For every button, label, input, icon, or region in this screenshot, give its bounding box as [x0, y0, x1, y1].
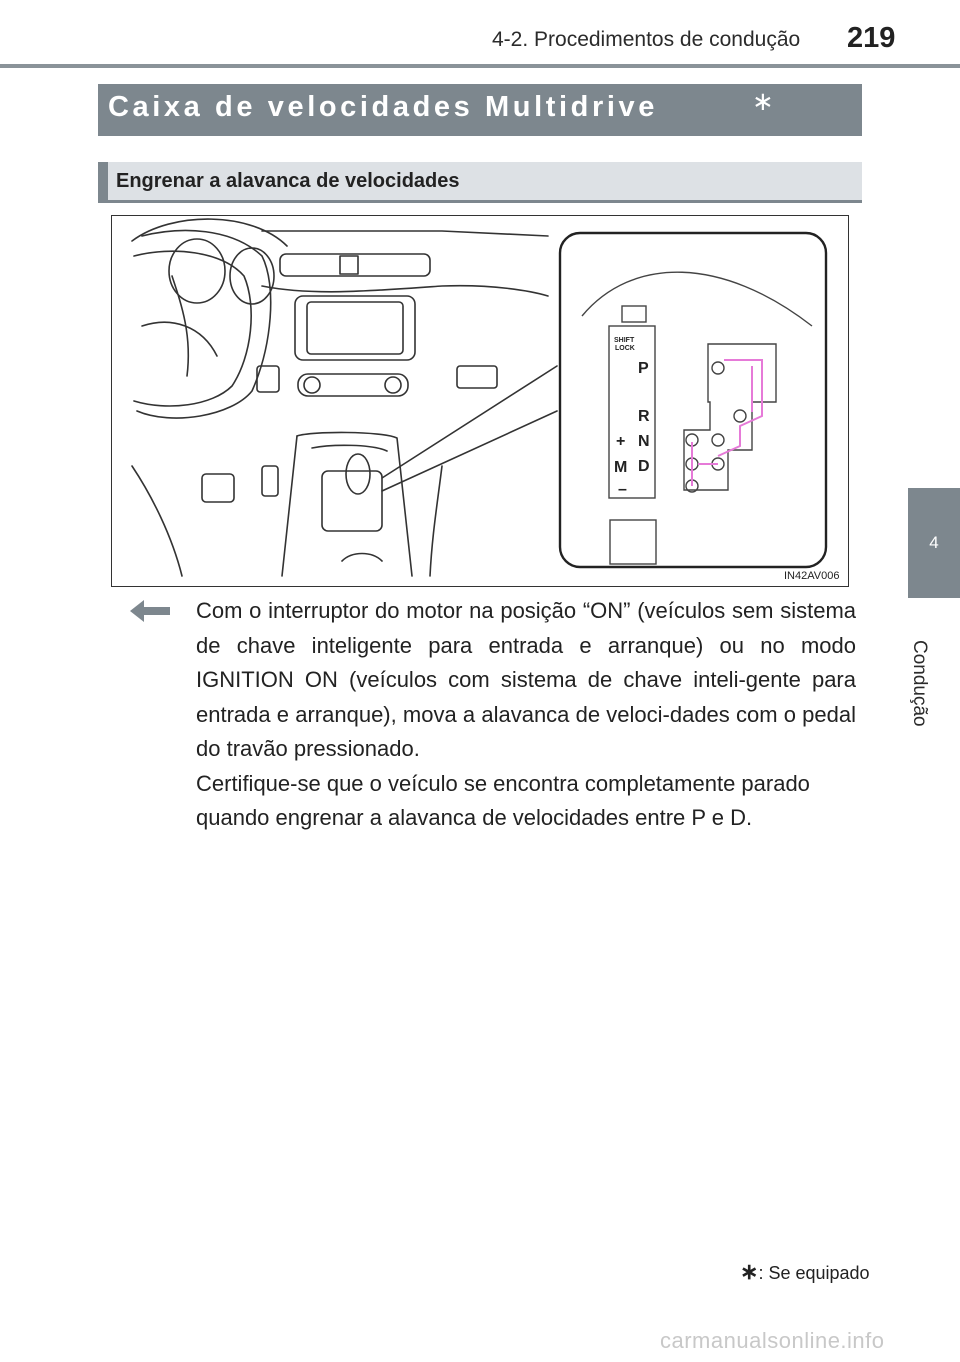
shift-gate-zoom: [560, 233, 826, 567]
manual-plus-label: +: [616, 433, 626, 450]
watermark: carmanualsonline.info: [660, 1328, 885, 1353]
left-arrow-icon: [130, 598, 170, 624]
figure-code: IN42AV006: [784, 570, 840, 582]
header-divider: [0, 64, 960, 68]
manual-mode-label: M: [614, 459, 628, 476]
brake-pedal: [202, 474, 234, 502]
instruction-text: [196, 594, 856, 836]
gate-label-p: P: [638, 360, 649, 377]
subsection-accent: [98, 162, 108, 203]
infotainment-screen: [307, 302, 403, 354]
gate-label-n: N: [638, 433, 650, 450]
chapter-title: 4-2. Procedimentos de condução: [492, 28, 801, 51]
shift-lever-illustration: [111, 215, 849, 587]
subsection-title: Engrenar a alavanca de velocidades: [116, 170, 460, 192]
section-title: Caixa de velocidades Multidrive: [108, 91, 658, 123]
instruction-paragraph-2: Certifique-se que o veículo se encontra completamente parado quando engrenar a alavanca de velocidades entre P e D.: [196, 770, 810, 830]
chapter-side-label: [890, 640, 960, 760]
optional-equipment-marker: ∗: [752, 86, 774, 116]
page-number: 219: [847, 22, 896, 54]
chapter-tab[interactable]: [908, 488, 960, 598]
section-title-bar: [98, 84, 862, 136]
footnote-text: : Se equipado: [758, 1263, 870, 1283]
subsection-header: [98, 162, 862, 203]
center-vent: [280, 254, 430, 276]
dashboard-drawing: [112, 216, 849, 587]
instruction-paragraph-1: Com o interruptor do motor na posição “ON” (veículos sem sistema de chave inteligente para entrada e arranque) ou no modo IGNITION ON (veículos com sistema de chave inteli-gente para entrada e arranque), mova a alavanca de veloci-dades com o pedal do travão pressionado.: [196, 598, 856, 761]
footnote-marker: ∗: [740, 1259, 759, 1284]
manual-minus-label: –: [618, 481, 627, 498]
chapter-side-label-text: Condução: [909, 640, 930, 727]
footnote: [740, 1259, 870, 1285]
svg-text:LOCK: LOCK: [615, 345, 635, 352]
shift-lock-label: SHIFT: [614, 337, 635, 344]
chapter-tab-number: 4: [929, 533, 939, 552]
gate-label-d: D: [638, 458, 650, 475]
gate-label-r: R: [638, 408, 650, 425]
